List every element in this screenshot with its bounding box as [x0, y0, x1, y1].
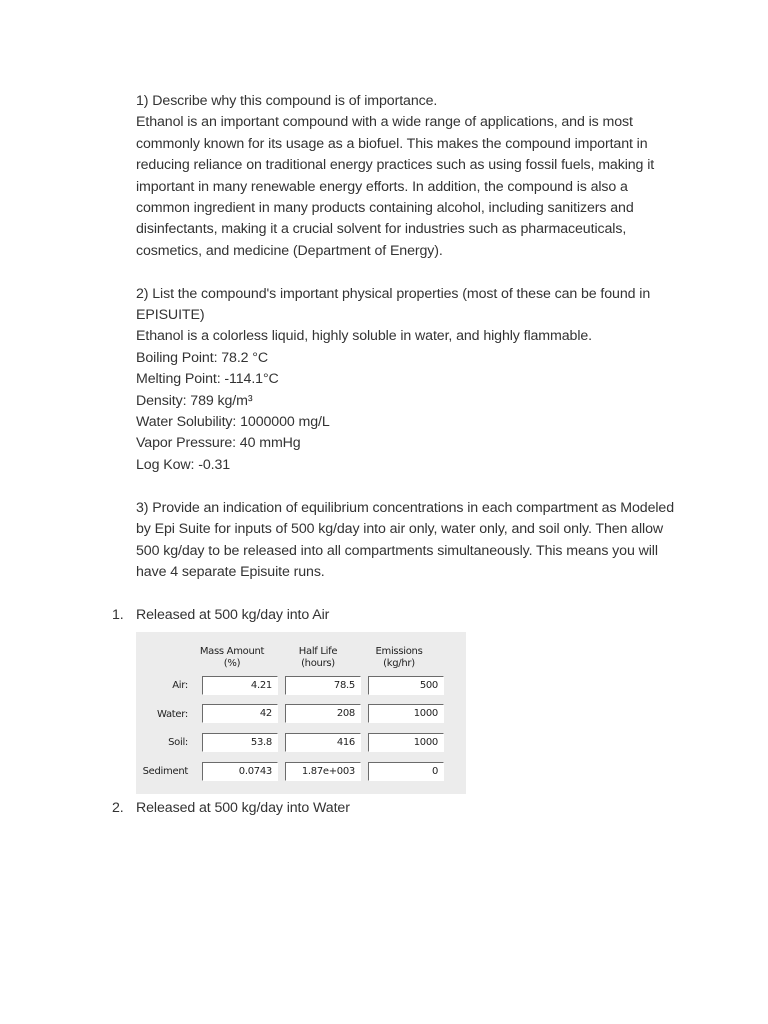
column-header-mass-amount: Mass Amount (%)	[199, 646, 265, 670]
soil-mass-amount-field[interactable]: 53.8	[202, 733, 278, 752]
list-number: 2.	[112, 800, 124, 817]
water-mass-amount-field[interactable]: 42	[202, 704, 278, 723]
soil-half-life-field[interactable]: 416	[285, 733, 361, 752]
property-water-solubility: Water Solubility: 1000000 mg/L	[136, 414, 330, 431]
row-label-water: Water:	[157, 709, 188, 721]
list-item-run-2	[112, 798, 684, 819]
paragraph-gap	[136, 476, 684, 497]
list-item-run-1	[112, 605, 684, 794]
list-item-label: Released at 500 kg/day into Water	[136, 800, 350, 817]
list-item-label: Released at 500 kg/day into Air	[136, 606, 330, 623]
property-density: Density: 789 kg/m³	[136, 392, 253, 409]
runs-list	[112, 605, 684, 820]
question-3: 3) Provide an indication of equilibrium concentrations in each compartment as Modeled by Epi Suite for inputs of 500 kg/day into air only, water only, and soil only. Then allow 500 kg/day to be released into all compartments simultaneously. This means you will have 4 separate Episuite runs.	[136, 499, 675, 580]
sediment-mass-amount-field[interactable]: 0.0743	[202, 762, 278, 781]
question-1: 1) Describe why this compound is of importance.	[136, 93, 438, 109]
question-2: 2) List the compound's important physical properties (most of these can be found in EPISUITE)	[136, 285, 651, 324]
sediment-half-life-field[interactable]: 1.87e+003	[285, 762, 361, 781]
property-melting-point: Melting Point: -114.1°C	[136, 371, 279, 388]
answer-1: Ethanol is an important compound with a wide range of applications, and is most commonly known for its usage as a biofuel. This makes the compound important in reducing reliance on traditional energy practices such as using fossil fuels, making it important in many renewable energy efforts. In addition, the compound is also a common ingredient in many products containing alcohol, including sanitizers and disinfectants, making it a crucial solvent for industries such as pharmaceuticals, cosmetics, and medicine (Department of Energy).	[136, 114, 655, 259]
soil-emissions-field[interactable]: 1000	[368, 733, 444, 752]
sediment-emissions-field[interactable]: 0	[368, 762, 444, 781]
air-emissions-field[interactable]: 500	[368, 676, 444, 695]
water-emissions-field[interactable]: 1000	[368, 704, 444, 723]
property-vapor-pressure: Vapor Pressure: 40 mmHg	[136, 435, 301, 452]
row-label-soil: Soil:	[168, 737, 188, 749]
answer-2-intro: Ethanol is a colorless liquid, highly soluble in water, and highly flammable.	[136, 328, 593, 345]
property-boiling-point: Boiling Point: 78.2 °C	[136, 349, 269, 366]
row-label-sediment: Sediment	[142, 766, 188, 778]
epi-suite-fugacity-panel	[136, 632, 466, 794]
air-mass-amount-field[interactable]: 4.21	[202, 676, 278, 695]
document-body	[112, 91, 684, 820]
row-label-air: Air:	[172, 680, 188, 692]
air-half-life-field[interactable]: 78.5	[285, 676, 361, 695]
paragraph-gap	[136, 583, 684, 604]
paragraph-gap	[136, 262, 684, 283]
water-half-life-field[interactable]: 208	[285, 704, 361, 723]
property-log-kow: Log Kow: -0.31	[136, 456, 231, 473]
column-header-half-life: Half Life (hours)	[298, 646, 338, 670]
list-number: 1.	[112, 606, 124, 623]
column-header-emissions: Emissions (kg/hr)	[375, 646, 423, 670]
